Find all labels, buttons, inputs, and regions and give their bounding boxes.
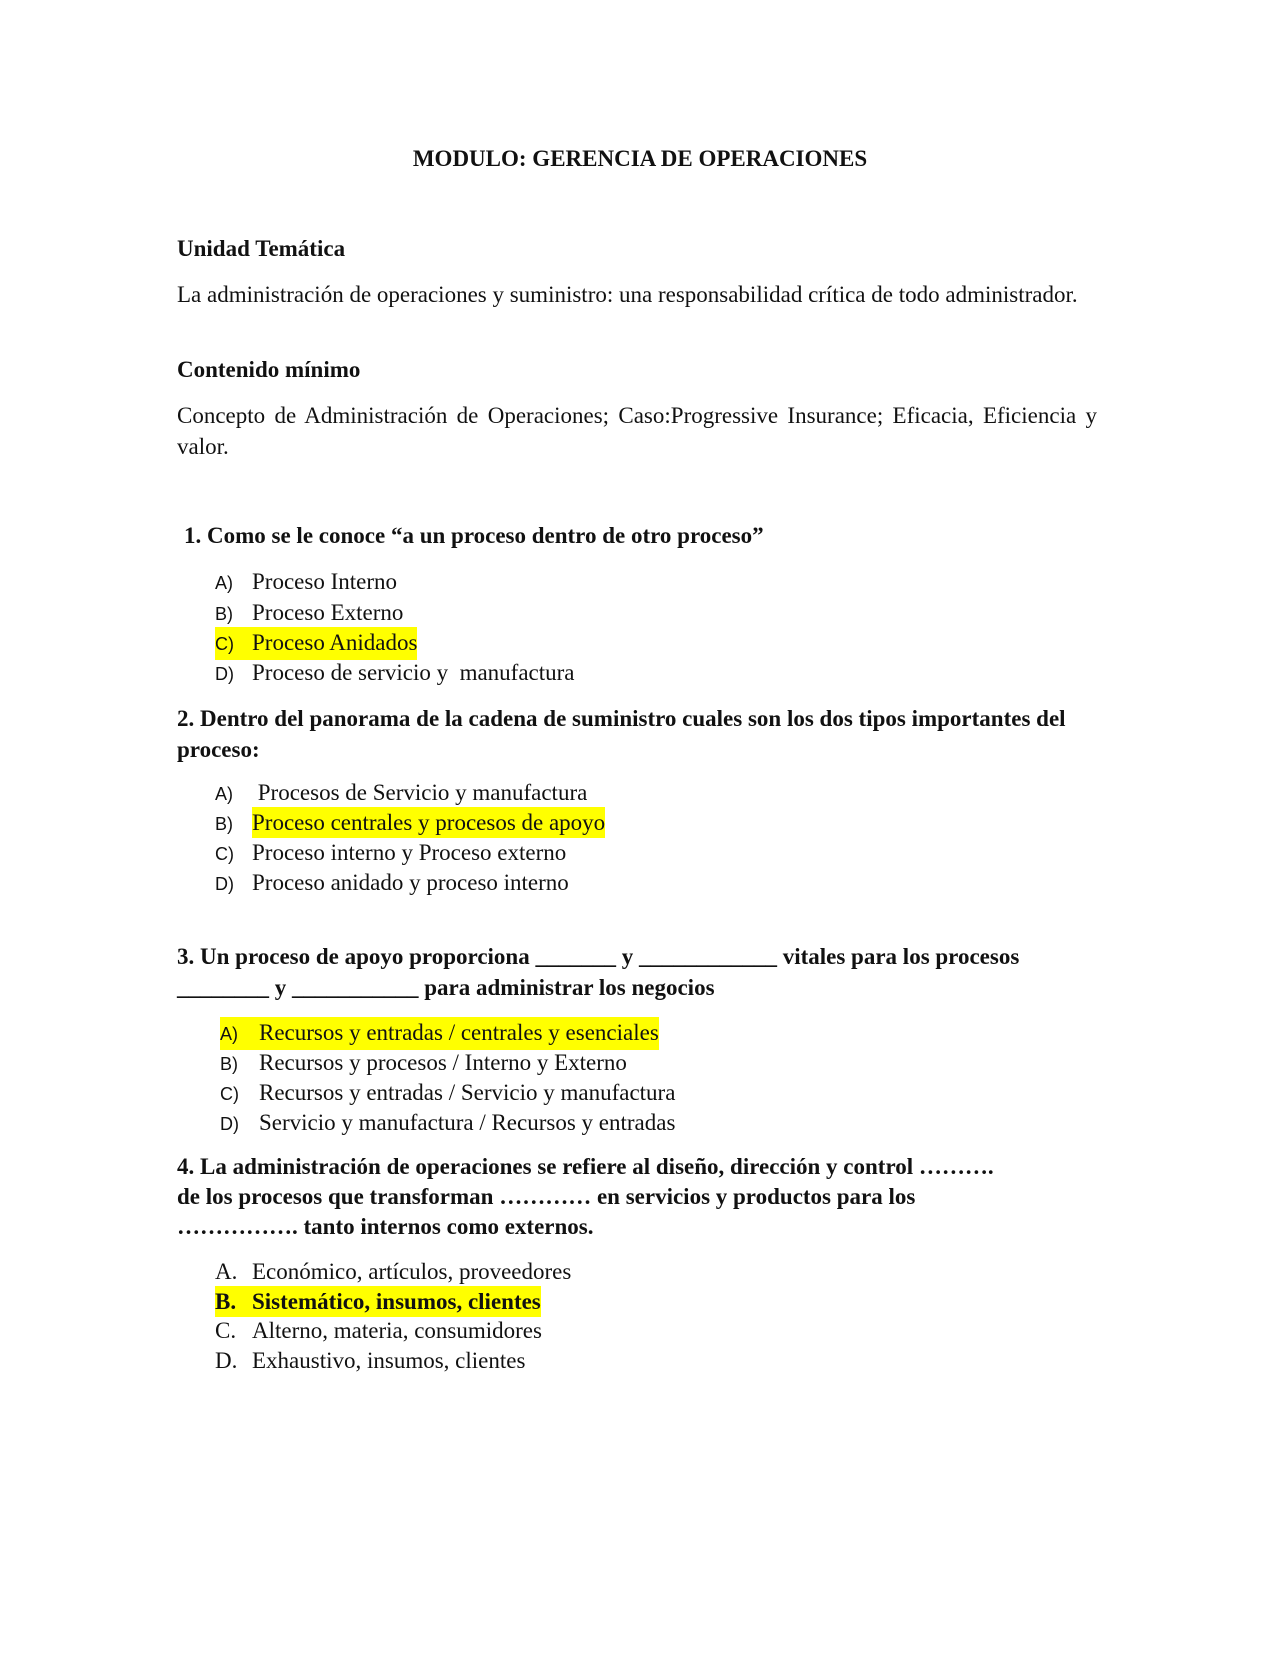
q1-option-d (215, 657, 575, 690)
unidad-text: La administración de operaciones y suministro: una responsabilidad crítica de todo administrador. (177, 282, 1078, 307)
option-label: C. (215, 1318, 237, 1343)
option-text: Proceso anidado y proceso interno (252, 870, 569, 895)
q1-option-c-highlighted (215, 627, 417, 660)
option-label: B. (215, 1289, 237, 1314)
question-3-line-2: ________ y ___________ para administrar los negocios (177, 975, 715, 1000)
q3-option-c (220, 1077, 675, 1110)
option-text: Proceso Anidados (252, 630, 418, 655)
option-text: Sistemático, insumos, clientes (252, 1289, 541, 1314)
option-label: B) (215, 814, 233, 834)
q3-option-d (220, 1107, 675, 1140)
option-text: Proceso de servicio y manufactura (252, 660, 575, 685)
q2-option-d (215, 867, 569, 900)
page-title: MODULO: GERENCIA DE OPERACIONES (412, 146, 868, 171)
q2-option-c (215, 837, 566, 870)
question-4-line-2: de los procesos que transforman ………… en servicios y productos para los (177, 1184, 916, 1209)
option-text-highlighted: Proceso centrales y procesos de apoyo (252, 807, 605, 838)
option-text: Económico, artículos, proveedores (252, 1259, 572, 1284)
option-label: D) (220, 1114, 239, 1134)
option-label: A. (215, 1259, 238, 1284)
option-label: A) (220, 1024, 238, 1044)
question-2: 2. Dentro del panorama de la cadena de suministro cuales son los dos tipos importantes del proceso: (177, 706, 1066, 762)
option-text: Exhaustivo, insumos, clientes (252, 1348, 526, 1373)
option-label: A) (215, 573, 233, 593)
option-label: C) (220, 1084, 239, 1104)
q4-option-d (215, 1345, 525, 1376)
question-3-line-1: 3. Un proceso de apoyo proporciona _______ y ____________ vitales para los procesos (177, 944, 1020, 969)
option-text: Proceso Externo (252, 600, 404, 625)
option-text: Recursos y entradas / Servicio y manufactura (259, 1080, 676, 1105)
question-1: 1. Como se le conoce “a un proceso dentro de otro proceso” (184, 523, 764, 548)
option-text: Servicio y manufactura / Recursos y entradas (259, 1110, 676, 1135)
q2-option-a (215, 777, 587, 810)
option-label: D. (215, 1348, 238, 1373)
q1-option-a (215, 566, 397, 599)
q4-option-b-highlighted (215, 1286, 541, 1317)
option-label: C) (215, 634, 234, 654)
question-4-line-1: 4. La administración de operaciones se refiere al diseño, dirección y control ………. (177, 1154, 994, 1179)
option-text: Alterno, materia, consumidores (252, 1318, 542, 1343)
q3-option-b (220, 1047, 627, 1080)
option-text: Proceso interno y Proceso externo (252, 840, 567, 865)
q2-option-b (215, 807, 605, 840)
question-4-line-3: ……………. tanto internos como externos. (177, 1214, 594, 1239)
option-label: B) (220, 1054, 238, 1074)
q1-option-b (215, 597, 403, 630)
unidad-heading: Unidad Temática (177, 236, 346, 261)
option-label: C) (215, 844, 234, 864)
contenido-text: Concepto de Administración de Operaciones; Caso:Progressive Insurance; Eficacia, Eficiencia y valor. (177, 403, 1097, 459)
q4-option-c (215, 1315, 542, 1346)
option-label: D) (215, 874, 234, 894)
option-label: D) (215, 664, 234, 684)
q3-option-a-highlighted (220, 1017, 659, 1050)
option-label: A) (215, 784, 233, 804)
option-label: B) (215, 604, 233, 624)
contenido-heading: Contenido mínimo (177, 357, 361, 382)
option-text: Recursos y procesos / Interno y Externo (259, 1050, 627, 1075)
option-text: Procesos de Servicio y manufactura (252, 780, 588, 805)
q4-option-a (215, 1256, 571, 1287)
option-text: Recursos y entradas / centrales y esenciales (259, 1020, 659, 1045)
option-text: Proceso Interno (252, 569, 397, 594)
